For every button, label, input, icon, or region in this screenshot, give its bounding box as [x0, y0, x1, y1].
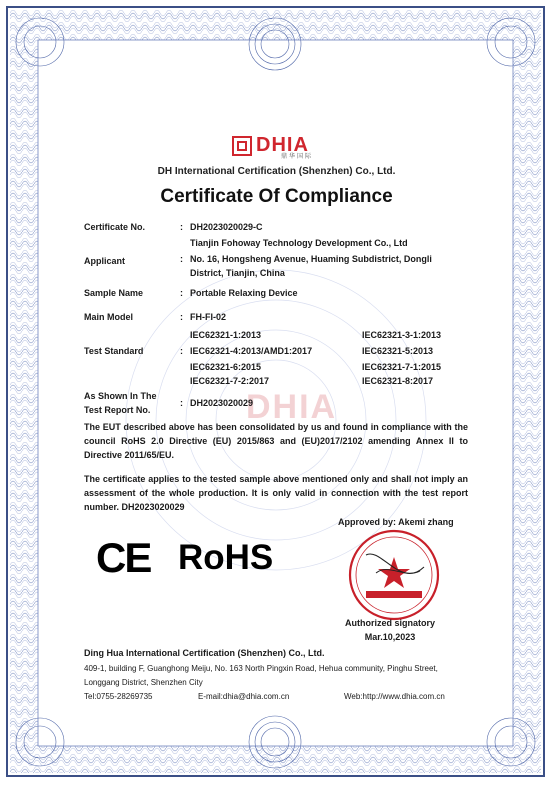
colon: : — [180, 222, 183, 232]
signature-date: Mar.10,2023 — [364, 632, 416, 642]
standard-item: IEC62321-4:2013/AMD1:2017 — [190, 346, 313, 356]
sample-name-value: Portable Relaxing Device — [190, 288, 298, 298]
logo-wordmark: DHIA — [256, 134, 309, 156]
logo-subtext: 鼎华国际 — [281, 154, 314, 160]
standard-item: IEC62321-8:2017 — [362, 376, 434, 386]
approved-by: Approved by: Akemi zhang — [338, 517, 454, 527]
footer-web: Web:http://www.dhia.com.cn — [344, 692, 445, 701]
certificate-no-value: DH2023020029-C — [190, 222, 263, 232]
colon: : — [180, 346, 183, 356]
ce-mark: CE — [96, 534, 151, 581]
applicability-statement: The certificate applies to the tested sample above mentioned only and shall not imply an assessment of the whole production. It is only valid in connection with the test report number. DH2023020029 — [84, 474, 468, 512]
standard-item: IEC62321-3-1:2013 — [362, 330, 442, 340]
standard-item: IEC62321-5:2013 — [362, 346, 434, 356]
signatory-role: Authorized signatory — [344, 618, 435, 628]
footer-address-line-2: Longgang District, Shenzhen City — [84, 678, 203, 687]
report-no-value: DH2023020029 — [190, 398, 254, 408]
footer-email: E-mail:dhia@dhia.com.cn — [198, 692, 290, 701]
standard-item: IEC62321-1:2013 — [190, 330, 262, 340]
standard-item: IEC62321-7-1:2015 — [362, 362, 442, 372]
standard-item: IEC62321-7-2:2017 — [190, 376, 270, 386]
logo-emblem-icon — [232, 136, 252, 156]
footer-tel: Tel:0755-28269735 — [84, 692, 153, 701]
standard-item: IEC62321-6:2015 — [190, 362, 262, 372]
svg-text:DHIA: DHIA — [246, 388, 338, 426]
colon: : — [180, 288, 183, 298]
rohs-mark: RoHS — [178, 538, 274, 577]
colon: : — [180, 398, 183, 408]
applicant-label: Applicant — [84, 256, 126, 266]
certificate-no-label: Certificate No. — [84, 222, 146, 232]
footer-company-name: Ding Hua International Certification (Shenzhen) Co., Ltd. — [84, 648, 325, 658]
applicant-address-line-2: District, Tianjin, China — [190, 268, 285, 278]
sample-name-label: Sample Name — [84, 288, 144, 298]
main-model-label: Main Model — [84, 312, 133, 322]
report-no-label-line-2: Test Report No. — [84, 405, 151, 415]
main-model-value: FH-FI-02 — [190, 312, 226, 322]
official-seal-stamp — [346, 527, 442, 623]
test-standard-label: Test Standard — [84, 346, 144, 356]
certificate-title: Certificate Of Compliance — [160, 186, 393, 207]
colon: : — [180, 254, 183, 264]
issuer-name: DH International Certification (Shenzhen) Co., Ltd. — [157, 166, 396, 177]
report-no-label-line-1: As Shown In The — [84, 391, 157, 401]
compliance-statement: The EUT described above has been consolidated by us and found in compliance with the council RoHS 2.0 Directive (EU) 2015/863 and (EU)2017/2102 amending Annex II to Directive 2011/65/EU. — [84, 422, 468, 460]
applicant-address-line-1: No. 16, Hongsheng Avenue, Huaming Subdistrict, Dongli — [190, 254, 432, 264]
footer-address-line-1: 409-1, building F, Guanghong Meiju, No. 163 North Pingxin Road, Hehua community, Pinghu Street, — [84, 664, 438, 673]
colon: : — [180, 312, 183, 322]
company-logo — [232, 136, 322, 158]
applicant-name: Tianjin Fohoway Technology Development Co., Ltd — [190, 238, 408, 248]
